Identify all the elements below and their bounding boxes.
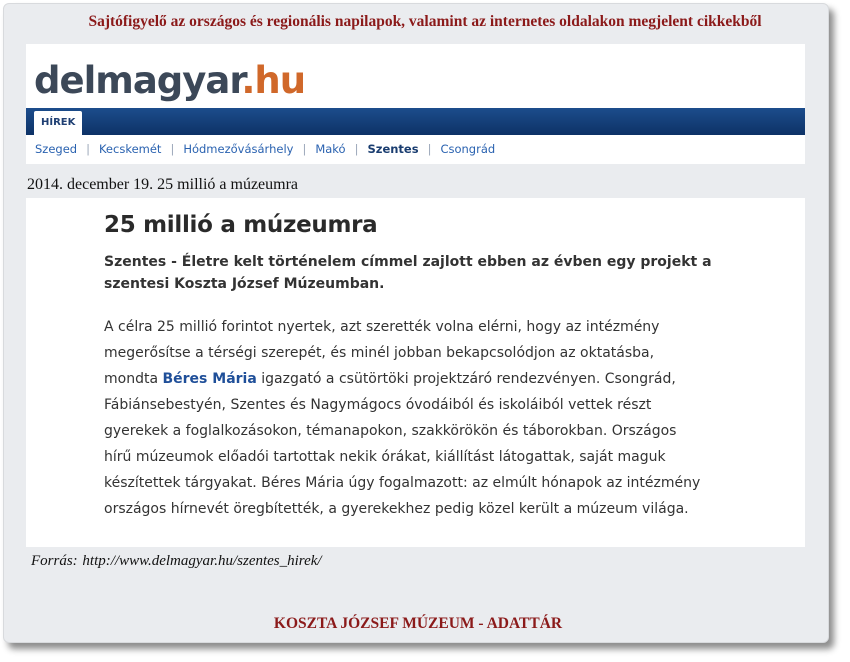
city-link-4[interactable]: Szentes: [367, 142, 419, 156]
city-link-5[interactable]: Csongrád: [440, 142, 496, 156]
logo-main: delmagyar: [34, 59, 242, 102]
logo-tld: .hu: [241, 59, 306, 102]
site-logo[interactable]: [34, 58, 305, 104]
city-separator: |: [354, 142, 359, 156]
site-header: [26, 44, 805, 164]
nav-bar: [26, 108, 805, 135]
article-title: 25 millió a múzeumra: [104, 212, 378, 238]
city-separator: |: [302, 142, 307, 156]
article-lead: Szentes - Életre kelt történelem címmel zajlott ebben az évben egy projekt a szentesi Koszta József Múzeumban.: [104, 254, 712, 292]
tab-hirek[interactable]: HÍREK: [34, 111, 82, 135]
city-link-2[interactable]: Hódmezővásárhely: [183, 142, 294, 156]
city-separator: |: [86, 142, 90, 156]
person-link[interactable]: Béres Mária: [162, 371, 257, 387]
city-link-1[interactable]: Kecskemét: [98, 142, 162, 156]
dateline: 2014. december 19. 25 millió a múzeumra: [27, 176, 299, 193]
article-body: [104, 314, 704, 522]
city-link-0[interactable]: Szeged: [35, 142, 78, 156]
source-line: Forrás: http://www.delmagyar.hu/szentes_hirek/: [31, 553, 322, 569]
city-separator: |: [427, 142, 432, 156]
banner-title: Sajtófigyelő az országos és regionális napilapok, valamint az internetes oldalakon megjelent cikkekből: [88, 13, 762, 30]
article-box: [26, 198, 805, 547]
city-nav: [35, 142, 495, 156]
city-link-3[interactable]: Makó: [315, 142, 346, 156]
body-text-before: A célra 25 millió forintot nyertek, azt szerették volna elérni, hogy az intézmény megerősítse a térségi szerepét, és minél jobban bekapcsolódjon az oktatásba, mondta: [104, 319, 660, 387]
body-text-after: igazgató a csütörtöki projektzáró rendezvényen. Csongrád, Fábiánsebestyén, Szentes és Nagymágocs óvodáiból és iskoláiból vettek részt gyerekek a foglalkozásokon, témanapokon, szakkörökön és táborokban. Országos hírű múzeumok előadói tartottak nekik órákat, kiállítást látogattak, saját maguk készítettek tárgyakat. Béres Mária úgy fogalmazott: az elmúlt hónapok az intézmény országos hírnevét öregbítették, a gyerekekhez pedig közel került a múzeum világa.: [104, 371, 701, 517]
city-separator: |: [170, 142, 175, 156]
footer-title: KOSZTA JÓZSEF MÚZEUM - ADATTÁR: [273, 615, 563, 632]
